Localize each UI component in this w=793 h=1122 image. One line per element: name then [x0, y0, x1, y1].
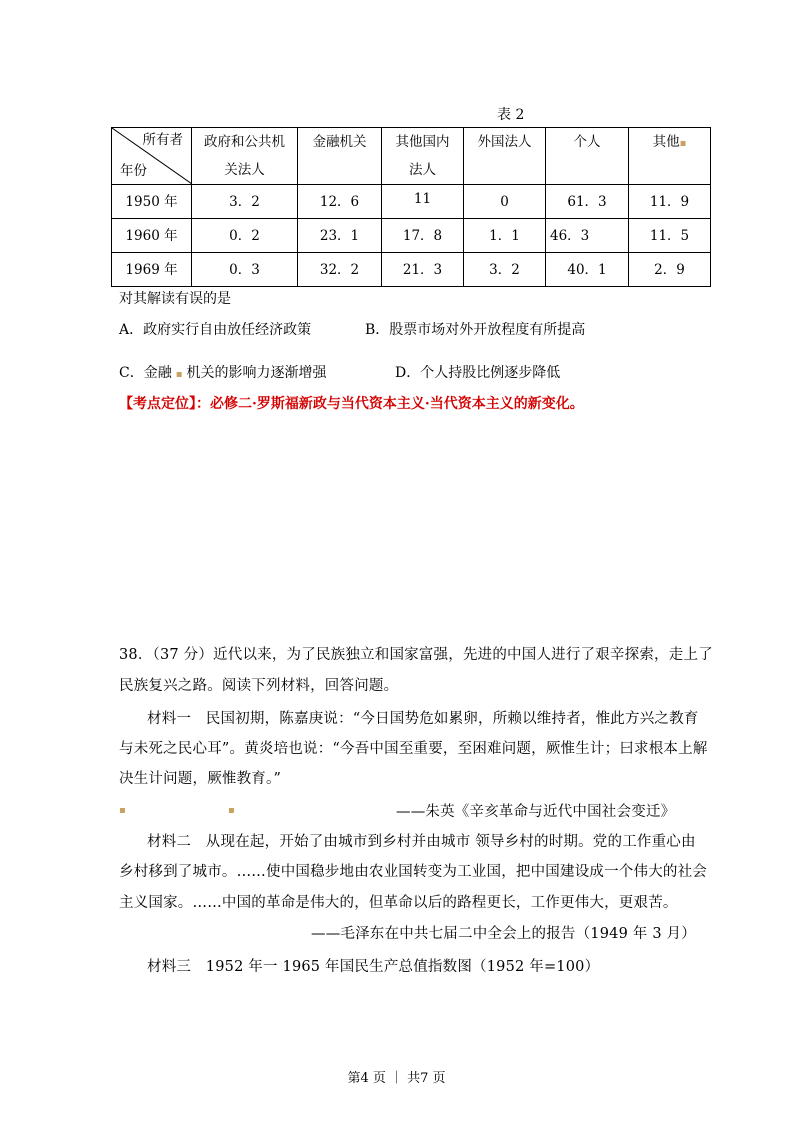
material2-line3: 主义国家。……中国的革命是伟大的，但革命以后的路程更长，工作更伟大，更艰苦。: [119, 895, 678, 911]
material1-line2: 与未死之民心耳”。黄炎培也说：“今吾中国至重要，至困难问题，厥惟生计；曰求根本上解: [119, 741, 708, 757]
header-domestic: 其他国内 法人: [382, 128, 464, 185]
material1-source: ——朱英《辛亥革命与近代中国社会变迁》: [396, 804, 676, 820]
material3-title: 材料三 1952 年一 1965 年国民生产总值指数图（1952 年=100）: [147, 959, 600, 975]
cell-value: 61．3: [546, 185, 629, 219]
decorative-dot: ▪: [228, 805, 235, 816]
cell-value: 21．3: [382, 253, 464, 287]
option-d: D．个人持股比例逐步降低: [395, 365, 561, 381]
option-c: C．金融 ▪ 机关的影响力逐渐增强: [119, 365, 327, 381]
material2-line1: 材料二 从现在起，开始了由城市到乡村并由城市 领导乡村的时期。党的工作重心由: [147, 834, 696, 850]
q38-intro-line1: 38．（37 分）近代以来，为了民族独立和国家富强，先进的中国人进行了艰辛探索，走上了: [119, 647, 713, 663]
cell-value: 23．1: [298, 219, 382, 253]
cell-value: 11．5: [629, 219, 711, 253]
question-stem: 对其解读有误的是: [119, 291, 231, 307]
row-year: 1950 年: [112, 185, 192, 219]
material1-line1: 材料一 民国初期，陈嘉庚说：“今日国势危如累卵，所赖以维持者，惟此方兴之教育: [147, 711, 699, 727]
cell-value: 17．8: [382, 219, 464, 253]
corner-year-label: 年份: [120, 163, 147, 179]
cell-value: 0: [464, 185, 546, 219]
decorative-dot: ▪: [679, 138, 687, 149]
table-row: [112, 185, 711, 219]
cell-value: 11: [382, 185, 464, 219]
header-financial: 金融机关: [298, 128, 382, 185]
decorative-dot: ▪: [175, 369, 183, 380]
cell-value: 11．9: [629, 185, 711, 219]
page-footer: 第4 页 ｜ 共7 页: [347, 1071, 446, 1086]
header-government: 政府和公共机 关法人: [192, 128, 298, 185]
corner-cell: [112, 128, 192, 185]
cell-value: 12．6: [298, 185, 382, 219]
cell-value: 40．1: [546, 253, 629, 287]
material2-source: ——毛泽东在中共七届二中全会上的报告（1949 年 3 月）: [311, 926, 696, 942]
corner-owner-label: 所有者: [142, 132, 183, 148]
cell-value: 32．2: [298, 253, 382, 287]
row-year: 1960 年: [112, 219, 192, 253]
table-row: [112, 219, 711, 253]
table-header-row: [112, 128, 711, 185]
cell-value: 2．9: [629, 253, 711, 287]
cell-value: 1．1: [464, 219, 546, 253]
table-row: [112, 253, 711, 287]
cell-value: 0．2: [192, 219, 298, 253]
shareholding-table: [111, 127, 711, 287]
cell-value: 0．3: [192, 253, 298, 287]
header-foreign: 外国法人: [464, 128, 546, 185]
row-year: 1969 年: [112, 253, 192, 287]
q38-intro-line2: 民族复兴之路。阅读下列材料，回答问题。: [119, 678, 399, 694]
kaodian-note: 【考点定位】：必修二·罗斯福新政与当代资本主义·当代资本主义的新变化。: [119, 396, 584, 412]
cell-value: 46．3: [546, 219, 629, 253]
table-caption: 表 2: [497, 107, 525, 123]
decorative-dot: ▪: [119, 805, 126, 816]
option-a: A．政府实行自由放任经济政策: [119, 322, 312, 338]
header-other: 其他▪: [629, 128, 711, 185]
material2-line2: 乡村移到了城市。……使中国稳步地由农业国转变为工业国，把中国建设成一个伟大的社会: [119, 864, 707, 880]
option-b: B．股票市场对外开放程度有所提高: [365, 322, 586, 338]
header-individual: 个人: [546, 128, 629, 185]
cell-value: 3．2: [192, 185, 298, 219]
cell-value: 3．2: [464, 253, 546, 287]
material1-line3: 决生计问题，厥惟教育。”: [119, 771, 282, 787]
